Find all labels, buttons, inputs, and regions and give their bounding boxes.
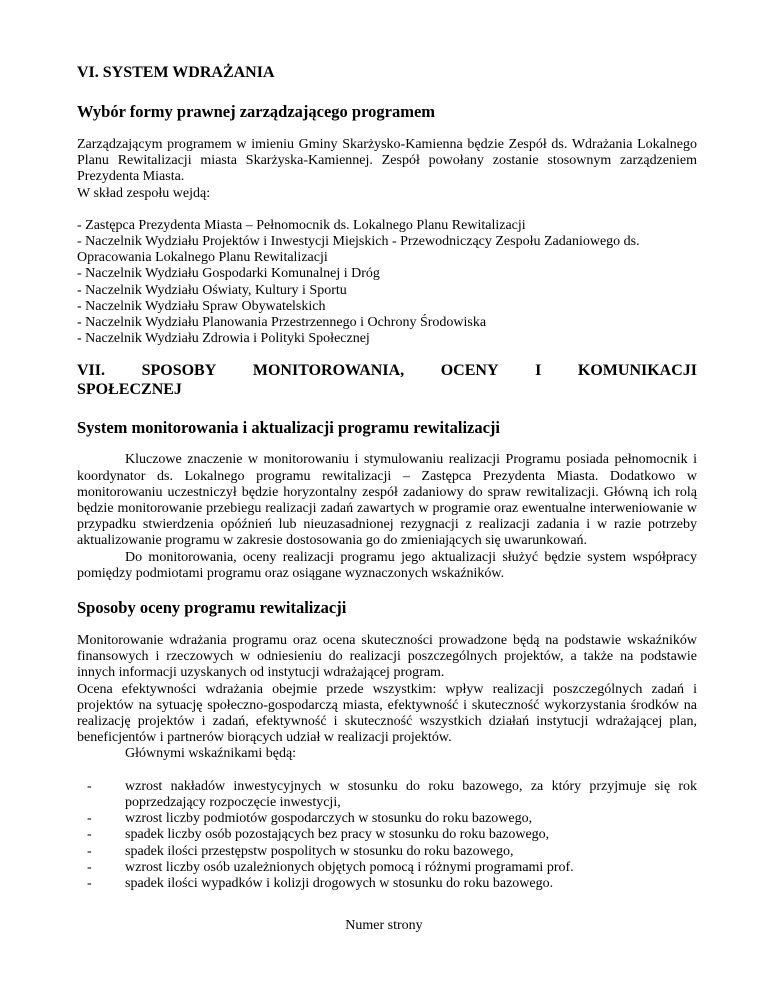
section-6-paragraph: Zarządzającym programem w imieniu Gminy Skarżysko-Kamienna będzie Zespół ds. Wdrażania Lokalnego Planu Rewitalizacji miasta Skarżyska-Kamiennej. Zespół powołany zostanie stosownym zarządzeniem Prezydenta Miasta. [77,137,697,185]
dash-bullet: - [87,843,92,859]
indicator-text: spadek ilości wypadków i kolizji drogowych w stosunku do roku bazowego. [125,875,554,891]
section-7-title-line2: SPOŁECZNEJ [77,381,182,399]
indicator-text: spadek liczby osób pozostających bez pracy w stosunku do roku bazowego, [125,827,550,843]
team-member-item: - Zastępca Prezydenta Miasta – Pełnomocnik ds. Lokalnego Planu Rewitalizacji [77,217,526,233]
monitoring-paragraph-2: Do monitorowania, oceny realizacji programu jego aktualizacji służyć będzie system współpracy pomiędzy podmiotami programu oraz osiągane wyznaczonych wskaźników. [77,549,697,581]
indicator-item [77,811,697,827]
team-member-item: - Naczelnik Wydziału Oświaty, Kultury i Sportu [77,282,347,298]
indicator-item [77,779,697,811]
indicator-text: spadek ilości przestępstw pospolitych w stosunku do roku bazowego, [125,843,514,859]
indicator-item [77,844,697,860]
section-6-subtitle: Wybór formy prawnej zarządzającego programem [77,102,436,121]
team-member-item: - Naczelnik Wydziału Zdrowia i Polityki Społecznej [77,331,370,347]
dash-bullet: - [87,859,92,875]
dash-bullet: - [87,875,92,891]
indicators-intro: Głównymi wskaźnikami będą: [125,746,297,762]
dash-bullet: - [87,778,92,794]
evaluation-subtitle: Sposoby oceny programu rewitalizacji [77,598,347,618]
indicator-text: wzrost nakładów inwestycyjnych w stosunku do roku bazowego, za który przyjmuje się rok poprzedzający rozpoczęcie inwestycji, [125,778,697,810]
section-7-title-word: VII. [77,362,106,380]
indicators-list [77,779,697,892]
indicator-item [77,860,697,876]
section-7-title-word: MONITOROWANIA, [252,362,405,380]
evaluation-paragraph-2: Ocena efektywności wdrażania obejmie przede wszystkim: wpływ realizacji poszczególnych zadań i projektów na sytuację społeczno-gospodarczą miasta, efektywność i skuteczność wykorzystania środków na realizację projektów i zadań, efektywność i skuteczność wszystkich działań instytucji wdrażającej plan, beneficjentów i partnerów biorących udział w realizacji projektów. [77,681,697,746]
team-members-list [77,218,697,348]
team-member-item: - Naczelnik Wydziału Planowania Przestrzennego i Ochrony Środowiska [77,315,487,331]
team-member-item: - Naczelnik Wydziału Spraw Obywatelskich [77,298,326,314]
indicator-text: wzrost liczby podmiotów gospodarczych w stosunku do roku bazowego, [125,811,533,827]
team-member-item: - Naczelnik Wydziału Gospodarki Komunalnej i Dróg [77,266,380,282]
composition-intro: W skład zespołu wejdą: [77,185,211,201]
section-7-title [77,361,697,399]
monitoring-subtitle: System monitorowania i aktualizacji programu rewitalizacji [77,418,500,438]
team-member-item: - Naczelnik Wydziału Projektów i Inwestycji Miejskich - Przewodniczący Zespołu Zadaniowego ds. Opracowania Lokalnego Planu Rewitalizacji [77,234,640,266]
indicator-item [77,827,697,843]
dash-bullet: - [87,811,92,827]
evaluation-paragraph-1: Monitorowanie wdrażania programu oraz ocena skuteczności prowadzone będą na podstawie wskaźników finansowych i rzeczowych w odniesieniu do realizacji poszczególnych projektów, a także na podstawie innych informacji uzyskanych od instytucji wdrażającej program. [77,633,697,681]
section-7-title-word: OCENY [440,362,499,380]
section-7-title-word: KOMUNIKACJI [577,362,697,380]
indicator-item [77,876,697,892]
section-6-title: VI. SYSTEM WDRAŻANIA [77,64,275,81]
document-page [77,0,697,892]
dash-bullet: - [87,827,92,843]
monitoring-paragraph-1: Kluczowe znaczenie w monitorowaniu i stymulowaniu realizacji Programu posiada pełnomocnik i koordynator ds. Lokalnego programu rewitalizacji – Zastępca Prezydenta Miasta. Dodatkowo w monitorowaniu uczestniczył będzie horyzontalny zespół zadaniowy do spraw rewitalizacji. Główną ich rolą będzie monitorowanie przebiegu realizacji zadań zawartych w programie oraz ewentualne interweniowanie w przypadku stwierdzenia opóźnień lub nieuzasadnionej rezygnacji z realizacji zadania i w razie potrzeby aktualizowanie programu w zakresie dostosowania go do zmieniających się uwarunkowań. [77,452,697,549]
page-number-footer: Numer strony [345,918,423,933]
indicator-text: wzrost liczby osób uzależnionych objętych pomocą i różnymi programami prof. [125,859,574,875]
section-7-title-word: SPOSOBY [141,362,217,380]
section-7-title-word: I [535,362,542,380]
